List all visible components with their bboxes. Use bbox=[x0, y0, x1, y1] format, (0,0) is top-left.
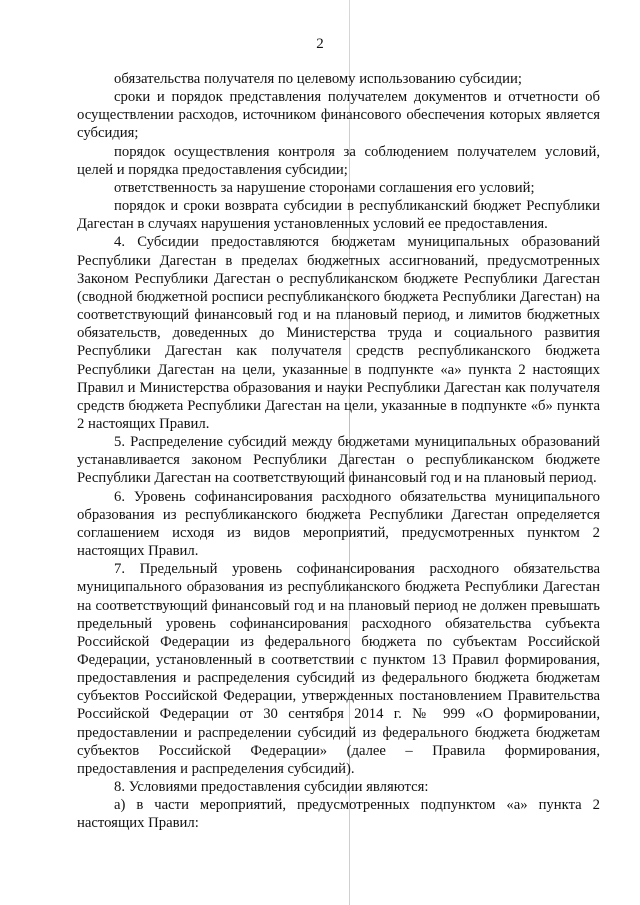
paragraph: порядок осуществления контроля за соблюдением получателем условий, целей и порядка предоставления субсидии; bbox=[77, 143, 600, 178]
document-body bbox=[77, 70, 600, 833]
paragraph: 6. Уровень софинансирования расходного обязательства муниципального образования из республиканского бюджета Республики Дагестан определяется соглашением исходя из видов мероприятий, предусмотренных пунктом 2 настоящих Правил. bbox=[77, 488, 600, 560]
page-number: 2 bbox=[316, 36, 324, 52]
paragraph: 4. Субсидии предоставляются бюджетам муниципальных образований Республики Дагестан в пределах бюджетных ассигнований, предусмотренных Законом Республики Дагестан о республиканском бюджете Республики Дагестан (сводной бюджетной росписи республиканского бюджета Республики Дагестан) на соответствующий финансовый год и на плановый период, и лимитов бюджетных обязательств, доведенных до Министерства труда и социального развития Республики Дагестан как получателя средств республиканского бюджета Республики Дагестан на цели, указанные в подпункте «а» пункта 2 настоящих Правил и Министерства образования и науки Республики Дагестан как получателя средств бюджета Республики Дагестан на цели, указанные в подпункте «б» пункта 2 настоящих Правил. bbox=[77, 234, 600, 432]
paragraph: 8. Условиями предоставления субсидии являются: bbox=[114, 779, 429, 796]
paragraph: обязательства получателя по целевому использованию субсидии; bbox=[114, 71, 522, 87]
paragraph: ответственность за нарушение сторонами соглашения его условий; bbox=[114, 179, 535, 196]
paragraph: 7. Предельный уровень софинансирования расходного обязательства муниципального образования из республиканского бюджета Республики Дагестан на соответствующий финансовый год и на плановый период не должен превышать предельный уровень софинансирования расходного обязательства субъекта Российской Федерации из федерального бюджета по субъектам Российской Федерации, установленный в соответствии с пунктом 13 Правил формирования, предоставления и распределения субсидий из федерального бюджета бюджетам субъектов Российской Федерации, утвержденных постановлением Правительства Российской Федерации от 30 сентября 2014 г. № 999 «О формировании, предоставлении и распределении субсидий из федерального бюджета бюджетам субъектов Российской Федерации» (далее – Правила формирования, предоставления и распределения субсидий). bbox=[77, 561, 600, 777]
paragraph: порядок и сроки возврата субсидии в республиканский бюджет Республики Дагестан в случаях нарушения установленных условий ее предоставления. bbox=[77, 198, 600, 233]
paragraph: а) в части мероприятий, предусмотренных подпунктом «а» пункта 2 настоящих Правил: bbox=[77, 797, 600, 832]
paragraph: сроки и порядок представления получателем документов и отчетности об осуществлении расходов, источником финансового обеспечения которых является субсидия; bbox=[77, 89, 600, 142]
paragraph: 5. Распределение субсидий между бюджетами муниципальных образований устанавливается законом Республики Дагестан о республиканском бюджете Республики Дагестан на соответствующий финансовый год и на плановый период. bbox=[77, 434, 600, 487]
